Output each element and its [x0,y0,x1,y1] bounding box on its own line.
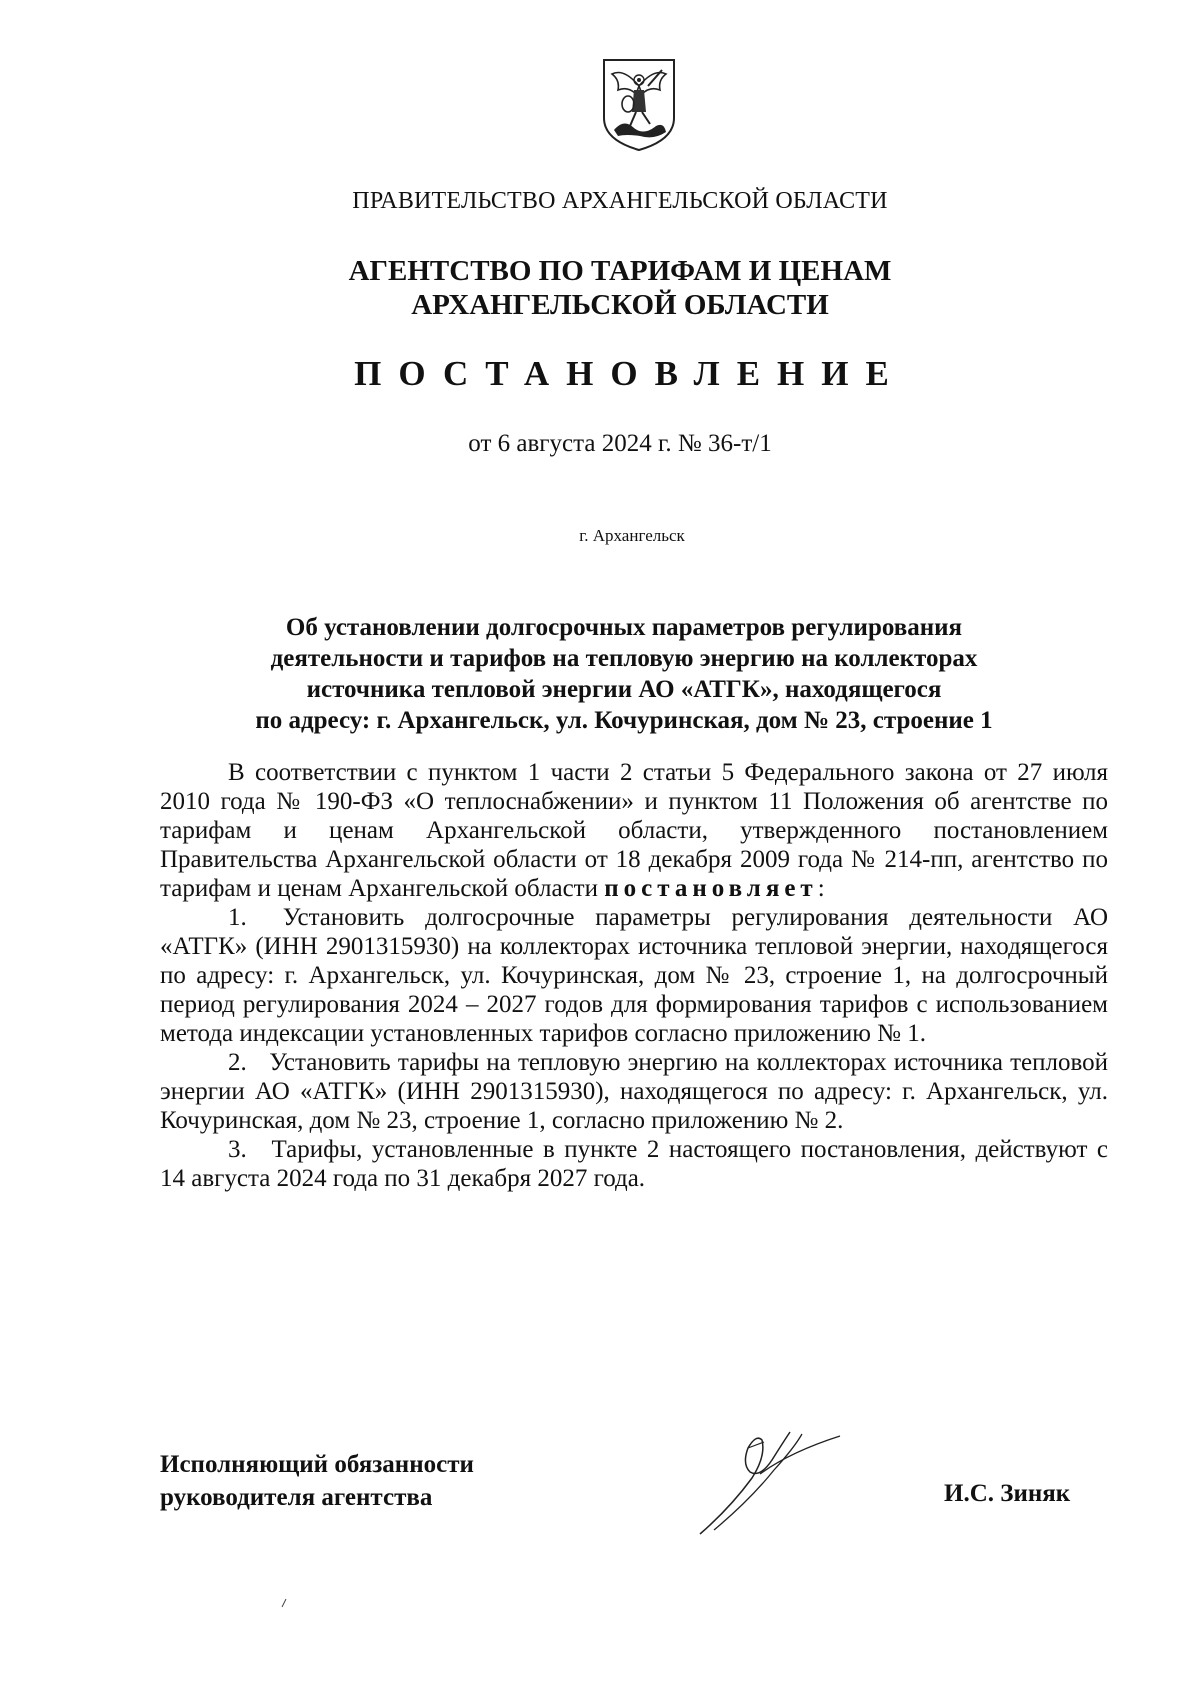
agency-name-line-1: АГЕНТСТВО ПО ТАРИФАМ И ЦЕНАМ [348,255,892,287]
title-line-3: источника тепловой энергии АО «АТГК», находящегося [306,676,942,703]
item-paragraph-3 [160,1135,1108,1193]
document-date-number: от 6 августа 2024 г. № 36-т/1 [468,430,772,457]
agency-name [20,254,1200,322]
title-line-4: по адресу: г. Архангельск, ул. Кочуринская, дом № 23, строение 1 [255,707,993,734]
item-text: Установить тарифы на тепловую энергию на коллекторах источника тепловой энергии АО «АТГК» (ИНН 2901315930), находящегося по адресу: г. Архангельск, ул. Кочуринская, дом № 23, строение 1, согласно приложению № 2. [160,1049,1109,1134]
agency-name-line-2: АРХАНГЕЛЬСКОЙ ОБЛАСТИ [411,289,829,321]
title-line-2: деятельности и тарифов на тепловую энергию на коллекторах [270,645,978,672]
handwritten-signature-icon [690,1412,850,1542]
decree-colon: : [817,875,825,902]
scan-mark [280,1598,288,1608]
signatory-name: И.С. Зиняк [944,1480,1071,1507]
document-city: г. Архангельск [579,526,685,545]
title-line-1: Об установлении долгосрочных параметров регулирования [285,614,963,641]
position-line-1: Исполняющий обязанности [160,1451,474,1478]
item-number: 1. [228,904,247,931]
item-number: 2. [228,1049,247,1076]
document-title [24,612,1200,736]
item-paragraph-1 [160,903,1108,1048]
position-line-2: руководителя агентства [160,1484,433,1511]
item-text: Тарифы, установленные в пункте 2 настоящего постановления, действуют с 14 августа 2024 года по 31 декабря 2027 года. [160,1136,1109,1192]
item-number: 3. [228,1136,247,1163]
preamble-text: В соответствии с пунктом 1 части 2 статьи 5 Федерального закона от 27 июля 2010 года № 190-ФЗ «О теплоснабжении» и пунктом 11 Положения об агентстве по тарифам и ценам Архангельской области, утвержденного постановлением Правительства Архангельской области от 18 декабря 2009 года № 214-пп, агентство по тарифам и ценам Архангельской области [160,759,1108,902]
preamble-paragraph [160,758,1108,903]
decree-word: постановляет [604,875,818,902]
document-type-heading: ПОСТАНОВЛЕНИЕ [354,354,906,393]
document-body [160,758,1108,1193]
government-name: ПРАВИТЕЛЬСТВО АРХАНГЕЛЬСКОЙ ОБЛАСТИ [352,188,888,214]
item-text: Установить долгосрочные параметры регулирования деятельности АО «АТГК» (ИНН 2901315930) на коллекторах источника тепловой энергии, находящегося по адресу: г. Архангельск, ул. Кочуринская, дом № 23, строение 1, на долгосрочный период регулирования 2024 – 2027 годов для формирования тарифов с использованием метода индексации установленных тарифов согласно приложению № 1. [160,904,1108,1047]
signatory-position [160,1448,474,1514]
coat-of-arms-icon [600,56,678,152]
item-paragraph-2 [160,1048,1108,1135]
